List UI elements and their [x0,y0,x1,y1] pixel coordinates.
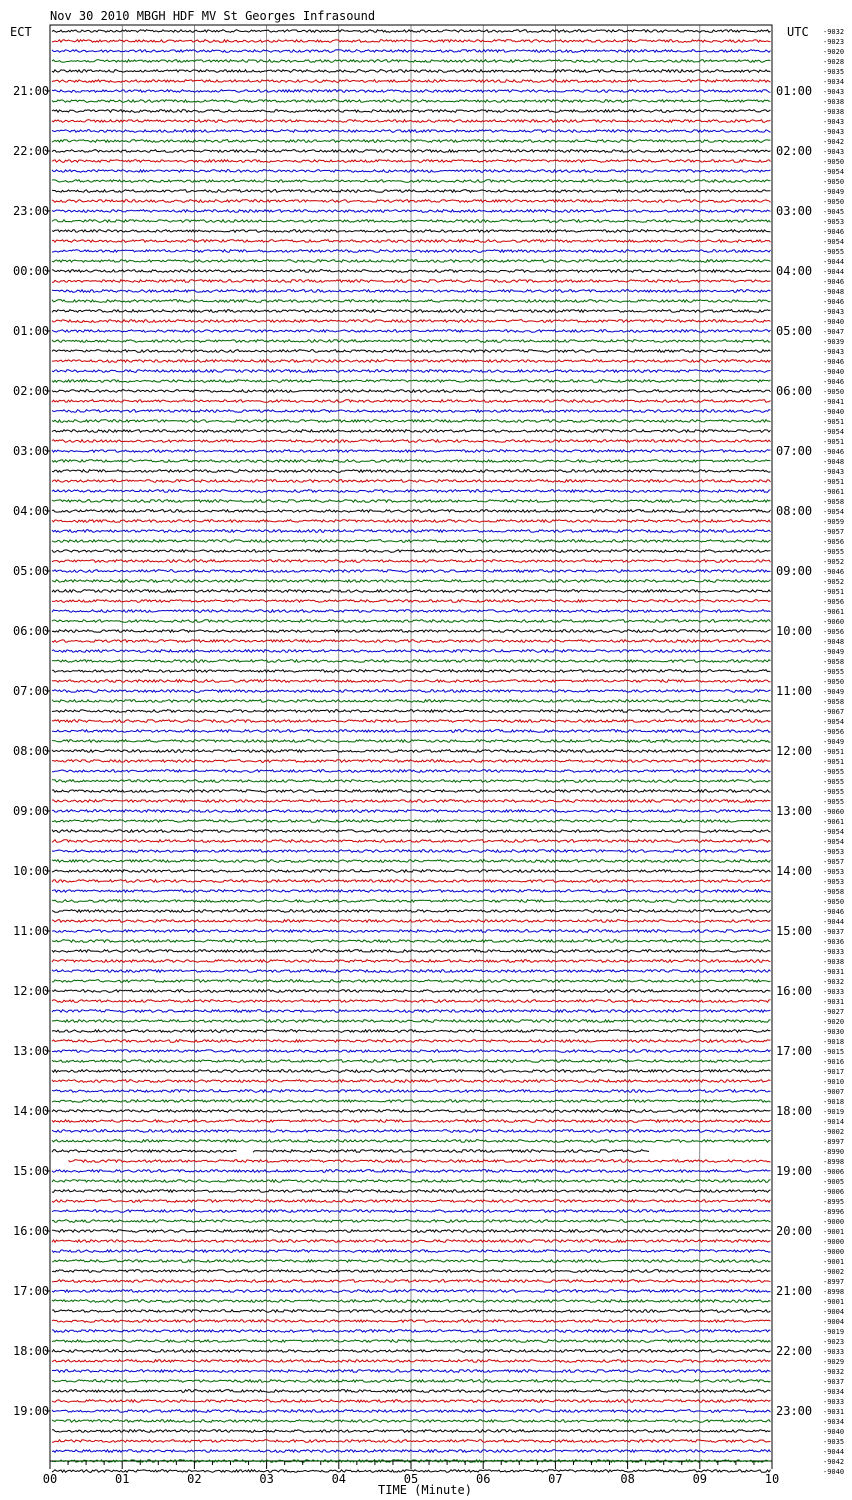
trace-offset-label: -9032 [823,978,845,986]
x-tick-label: 04 [331,1472,347,1486]
right-hour-label: 11:00 [776,684,813,698]
right-hour-label: 14:00 [776,864,813,878]
left-hour-label: 00:00 [13,264,50,278]
trace-offset-label: -9054 [823,718,845,726]
trace-offset-label: -9038 [823,108,845,116]
trace-offset-label: -9054 [823,168,845,176]
chart-title: Nov 30 2010 MBGH HDF MV St Georges Infrasound [50,9,376,23]
trace-offset-label: -9000 [823,1238,845,1246]
trace-offset-label: -9006 [823,1168,845,1176]
left-hour-label: 22:00 [13,144,50,158]
trace-offset-label: -9023 [823,38,845,46]
trace-offset-label: -9035 [823,68,845,76]
trace-offset-label: -9043 [823,118,845,126]
right-hour-label: 15:00 [776,924,813,938]
left-hour-label: 12:00 [13,984,50,998]
trace-offset-label: -9056 [823,628,845,636]
right-hour-label: 20:00 [776,1224,813,1238]
trace-offset-label: -9052 [823,578,845,586]
trace-offset-label: -9015 [823,1048,845,1056]
right-hour-label: 03:00 [776,204,813,218]
trace-offset-label: -9043 [823,468,845,476]
left-hour-label: 23:00 [13,204,50,218]
right-hour-label: 12:00 [776,744,813,758]
x-axis [43,1461,779,1486]
trace-offset-label: -9033 [823,988,845,996]
trace-offset-label: -9048 [823,638,845,646]
trace-offset-label: -9043 [823,88,845,96]
trace-offset-label: -9055 [823,548,845,556]
trace-offset-label: -9043 [823,128,845,136]
trace-offset-label: -9038 [823,98,845,106]
trace-offset-label: -9046 [823,228,845,236]
trace-offset-label: -9053 [823,868,845,876]
trace-offset-label: -9040 [823,1428,845,1436]
trace-offset-label: -9001 [823,1298,845,1306]
trace-offset-label: -9050 [823,678,845,686]
trace-offset-label: -9035 [823,1438,845,1446]
trace-offset-label: -8997 [823,1278,845,1286]
trace-offset-label: -9006 [823,1188,845,1196]
left-hour-label: 11:00 [13,924,50,938]
trace-offset-label: -9007 [823,1088,845,1096]
trace-offset-label: -9046 [823,908,845,916]
right-hour-label: 05:00 [776,324,813,338]
left-hour-label: 17:00 [13,1284,50,1298]
trace-offset-label: -9054 [823,838,845,846]
trace-offset-label: -9010 [823,1078,845,1086]
trace-offset-label: -9031 [823,998,845,1006]
trace-offset-label: -9050 [823,158,845,166]
trace-offset-label: -9051 [823,758,845,766]
trace-offset-label: -9048 [823,458,845,466]
trace-offset-label: -9040 [823,318,845,326]
left-axis-label: ECT [10,25,32,39]
trace-112 [52,1150,649,1153]
trace-offset-label: -9054 [823,238,845,246]
right-hour-label: 02:00 [776,144,813,158]
right-hour-label: 08:00 [776,504,813,518]
trace-offset-label: -9018 [823,1038,845,1046]
trace-offset-label: -9017 [823,1068,845,1076]
trace-offset-label: -9028 [823,58,845,66]
trace-offset-label: -9041 [823,398,845,406]
trace-offset-label: -8995 [823,1198,845,1206]
trace-offset-label: -9049 [823,648,845,656]
trace-offset-label: -9002 [823,1128,845,1136]
x-tick-label: 03 [259,1472,274,1486]
trace-offset-label: -9042 [823,1458,845,1466]
trace-offset-label: -9046 [823,278,845,286]
trace-offset-label: -8990 [823,1148,845,1156]
trace-offset-label: -9046 [823,358,845,366]
trace-offset-label: -9019 [823,1108,845,1116]
trace-offset-label: -9020 [823,48,845,56]
x-tick-label: 06 [475,1472,491,1486]
trace-offset-label: -9055 [823,788,845,796]
trace-offset-label: -9019 [823,1328,845,1336]
trace-offset-label: -9054 [823,428,845,436]
trace-offset-label: -9058 [823,888,845,896]
right-hour-label: 21:00 [776,1284,813,1298]
trace-offset-label: -9042 [823,138,845,146]
trace-offset-label: -9046 [823,298,845,306]
trace-offset-label: -9057 [823,858,845,866]
trace-offset-label: -9056 [823,598,845,606]
trace-offset-label: -9060 [823,618,845,626]
trace-offset-label: -9058 [823,658,845,666]
trace-offset-label: -9000 [823,1248,845,1256]
trace-offset-label: -9061 [823,488,845,496]
trace-offset-label: -9034 [823,78,845,86]
trace-offset-label: -9039 [823,338,845,346]
trace-offset-label: -9043 [823,308,845,316]
left-hour-label: 16:00 [13,1224,50,1238]
trace-offset-label: -9067 [823,708,845,716]
x-tick-label: 08 [620,1472,635,1486]
trace-offset-label: -9053 [823,848,845,856]
trace-offset-label: -9020 [823,1018,845,1026]
left-hour-label: 06:00 [13,624,50,638]
trace-offset-label: -9036 [823,938,845,946]
right-hour-label: 09:00 [776,564,813,578]
x-tick-label: 10 [764,1472,780,1486]
trace-offset-label: -9032 [823,1368,845,1376]
trace-offset-label: -9037 [823,1378,845,1386]
left-hour-label: 05:00 [13,564,50,578]
trace-offset-label: -9046 [823,448,845,456]
right-hour-label: 23:00 [776,1404,813,1418]
left-hour-label: 08:00 [13,744,50,758]
trace-offset-label: -9049 [823,738,845,746]
trace-offset-label: -8996 [823,1208,845,1216]
trace-offset-label: -9029 [823,1358,845,1366]
trace-offset-label: -9055 [823,668,845,676]
x-tick-label: 00 [42,1472,58,1486]
trace-offset-label: -9030 [823,1028,845,1036]
trace-offset-label: -9058 [823,498,845,506]
left-hour-label: 19:00 [13,1404,50,1418]
trace-113 [69,1160,771,1163]
trace-offset-label: -9038 [823,958,845,966]
trace-offset-label: -9055 [823,778,845,786]
left-hour-label: 07:00 [13,684,50,698]
trace-offset-label: -9033 [823,948,845,956]
trace-offset-label: -9044 [823,268,845,276]
trace-offset-label: -9043 [823,148,845,156]
trace-offset-label: -9052 [823,558,845,566]
trace-offset-label: -9051 [823,438,845,446]
right-hour-label: 01:00 [776,84,813,98]
trace-offset-label: -9034 [823,1418,845,1426]
trace-offset-label: -9055 [823,798,845,806]
trace-offset-label: -9040 [823,408,845,416]
trace-offset-label: -9059 [823,518,845,526]
trace-offset-label: -8998 [823,1158,845,1166]
trace-offset-label: -9044 [823,1448,845,1456]
right-hour-label: 18:00 [776,1104,813,1118]
trace-offset-label: -9001 [823,1228,845,1236]
trace-offset-label: -9051 [823,478,845,486]
trace-offset-label: -9016 [823,1058,845,1066]
trace-offset-label: -9044 [823,918,845,926]
trace-offset-label: -9054 [823,508,845,516]
left-hour-label: 10:00 [13,864,50,878]
trace-offset-label: -9051 [823,418,845,426]
x-tick-label: 09 [692,1472,708,1486]
trace-offset-label: -9050 [823,198,845,206]
trace-offset-label: -9054 [823,828,845,836]
trace-offset-label: -9002 [823,1268,845,1276]
trace-offset-label: -9018 [823,1098,845,1106]
x-tick-label: 01 [114,1472,130,1486]
trace-offset-label: -9060 [823,808,845,816]
right-hour-label: 10:00 [776,624,813,638]
right-hour-label: 07:00 [776,444,813,458]
trace-offset-label: -9037 [823,928,845,936]
trace-offset-label: -9058 [823,698,845,706]
left-hour-label: 02:00 [13,384,50,398]
trace-offset-label: -9000 [823,1218,845,1226]
offset-labels [823,28,844,1476]
trace-offset-label: -9031 [823,968,845,976]
right-hour-label: 16:00 [776,984,813,998]
trace-offset-label: -9057 [823,528,845,536]
trace-offset-label: -9046 [823,378,845,386]
trace-offset-label: -9053 [823,218,845,226]
left-hour-label: 01:00 [13,324,50,338]
trace-offset-label: -9033 [823,1398,845,1406]
left-hour-label: 21:00 [13,84,50,98]
trace-offset-label: -9004 [823,1318,845,1326]
trace-offset-label: -9004 [823,1308,845,1316]
trace-offset-label: -8998 [823,1288,845,1296]
right-hour-label: 04:00 [776,264,813,278]
trace-offset-label: -9055 [823,768,845,776]
trace-offset-label: -9050 [823,388,845,396]
right-hour-label: 06:00 [776,384,813,398]
trace-offset-label: -9033 [823,1348,845,1356]
trace-offset-label: -9044 [823,258,845,266]
trace-offset-label: -9045 [823,208,845,216]
trace-offset-label: -9032 [823,28,845,36]
x-tick-label: 02 [187,1472,202,1486]
trace-offset-label: -9061 [823,608,845,616]
left-hour-label: 04:00 [13,504,50,518]
trace-offset-label: -9040 [823,368,845,376]
trace-offset-label: -9043 [823,348,845,356]
left-hour-label: 03:00 [13,444,50,458]
right-axis-label: UTC [787,25,809,39]
trace-offset-label: -9055 [823,248,845,256]
trace-offset-label: -9051 [823,748,845,756]
trace-offset-label: -9050 [823,178,845,186]
trace-offset-label: -9049 [823,688,845,696]
right-hour-label: 19:00 [776,1164,813,1178]
left-hour-label: 14:00 [13,1104,50,1118]
trace-offset-label: -9027 [823,1008,845,1016]
right-hour-label: 17:00 [776,1044,813,1058]
x-tick-label: 05 [403,1472,419,1486]
trace-offset-label: -9040 [823,1468,845,1476]
trace-offset-label: -9046 [823,568,845,576]
right-hour-label: 13:00 [776,804,813,818]
left-hour-label: 18:00 [13,1344,50,1358]
trace-offset-label: -9048 [823,288,845,296]
trace-offset-label: -9005 [823,1178,845,1186]
trace-offset-label: -9047 [823,328,845,336]
left-hour-label: 09:00 [13,804,50,818]
right-hour-label: 22:00 [776,1344,813,1358]
trace-offset-label: -9023 [823,1338,845,1346]
trace-offset-label: -9050 [823,898,845,906]
trace-offset-label: -9056 [823,728,845,736]
x-tick-label: 07 [548,1472,563,1486]
trace-offset-label: -9061 [823,818,845,826]
trace-offset-label: -9031 [823,1408,845,1416]
left-hour-label: 13:00 [13,1044,50,1058]
trace-offset-label: -9049 [823,188,845,196]
left-hour-label: 15:00 [13,1164,50,1178]
trace-offset-label: -9053 [823,878,845,886]
trace-offset-label: -9051 [823,588,845,596]
trace-offset-label: -9056 [823,538,845,546]
trace-offset-label: -9034 [823,1388,845,1396]
x-axis-title: TIME (Minute) [378,1483,472,1497]
trace-offset-label: -9014 [823,1118,845,1126]
trace-offset-label: -8997 [823,1138,845,1146]
trace-offset-label: -9001 [823,1258,845,1266]
